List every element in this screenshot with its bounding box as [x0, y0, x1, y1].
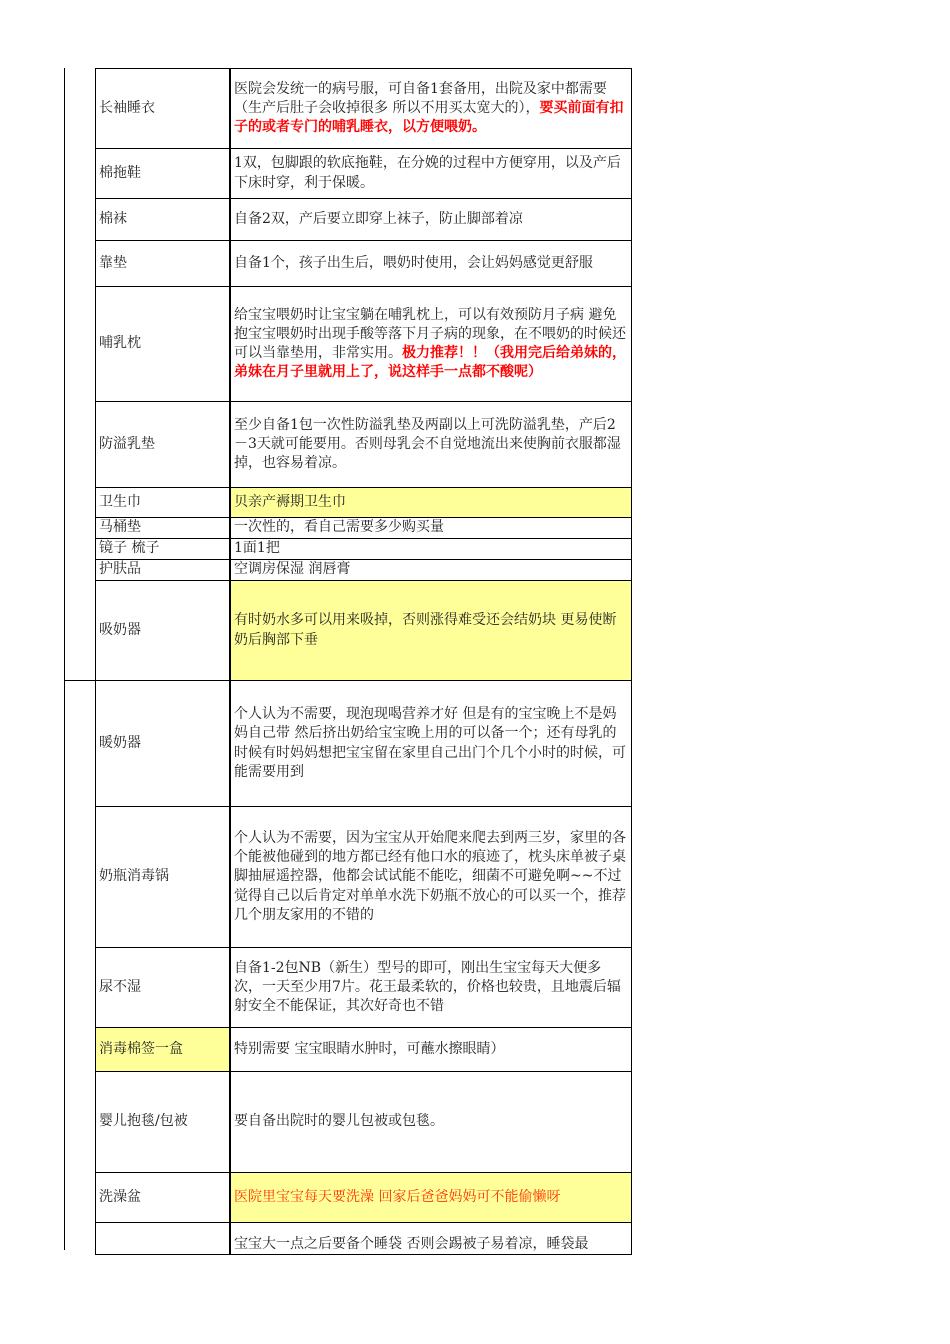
table-row [96, 1173, 632, 1223]
table-row [96, 402, 632, 488]
item-name-cell[interactable]: 镜子 梳子 [96, 539, 231, 560]
table-row [96, 681, 632, 807]
item-desc-cell[interactable]: 至少自备1包一次性防溢乳垫及两副以上可洗防溢乳垫，产后2－3天就可能要用。否则母乳会不自觉地流出来使胸前衣服都湿掉，也容易着凉。 [230, 402, 632, 488]
item-desc-cell[interactable]: 宝宝大一点之后要备个睡袋 否则会踢被子易着凉，睡袋最 [230, 1223, 632, 1255]
item-name-cell[interactable]: 消毒棉签一盒 [96, 1028, 231, 1072]
table-row [96, 560, 632, 581]
item-desc-cell[interactable]: 空调房保湿 润唇膏 [230, 560, 632, 581]
item-name-cell[interactable] [96, 1223, 231, 1255]
item-name-cell[interactable]: 婴儿抱毯/包被 [96, 1072, 231, 1173]
table-row [96, 149, 632, 199]
item-name-cell[interactable]: 暖奶器 [96, 681, 231, 807]
emphasis-text: 极力推荐！！（我用完后给弟妹的，弟妹在月子里就用上了，说这样手一点都不酸呢） [234, 345, 626, 381]
checklist-table [95, 68, 632, 1255]
item-name-cell[interactable]: 靠垫 [96, 241, 231, 287]
item-name-cell[interactable]: 防溢乳垫 [96, 402, 231, 488]
table-row [96, 199, 632, 241]
table-row [96, 581, 632, 681]
item-desc-cell[interactable]: 个人认为不需要，因为宝宝从开始爬来爬去到两三岁，家里的各个能被他碰到的地方都已经有他口水的痕迹了，枕头床单被子桌脚抽屉遥控器，他都会试试能不能吃，细菌不可避免啊~~不过觉得自己以后肯定对单单水洗下奶瓶不放心的可以买一个，推荐几个朋友家用的不错的 [230, 807, 632, 948]
table-row [96, 807, 632, 948]
item-name-cell[interactable]: 棉拖鞋 [96, 149, 231, 199]
table-row [96, 1028, 632, 1072]
table-row [96, 241, 632, 287]
item-desc-cell[interactable] [230, 69, 632, 149]
item-desc-cell[interactable]: 一次性的，看自己需要多少购买量 [230, 518, 632, 539]
table-row [96, 948, 632, 1028]
item-desc-cell[interactable]: 有时奶水多可以用来吸掉，否则涨得难受还会结奶块 更易使断奶后胸部下垂 [230, 581, 632, 681]
item-desc-cell[interactable]: 自备1-2包NB（新生）型号的即可，刚出生宝宝每天大便多次，一天至少用7片。花王最柔软的，价格也较贵，且地震后辐射安全不能保证，其次好奇也不错 [230, 948, 632, 1028]
item-desc-cell[interactable]: 个人认为不需要，现泡现喝营养才好 但是有的宝宝晚上不是妈妈自己带 然后挤出奶给宝宝晚上用的可以备一个；还有母乳的时候有时妈妈想把宝宝留在家里自己出门个几个小时的时候，可能需要用到 [230, 681, 632, 807]
item-name-cell[interactable]: 洗澡盆 [96, 1173, 231, 1223]
emphasis-text: 要买前面有扣子的或者专门的哺乳睡衣，以方便喂奶。 [234, 99, 624, 136]
desc-text: 给宝宝喂奶时让宝宝躺在哺乳枕上，可以有效预防月子病 避免抱宝宝喂奶时出现手酸等落下月子病的现象，在不喂奶的时候还可以当靠垫用，非常实用。 [234, 306, 626, 361]
group-border-left-upper [64, 68, 65, 680]
item-desc-cell[interactable] [230, 287, 632, 402]
item-name-cell[interactable]: 尿不湿 [96, 948, 231, 1028]
table-row [96, 1223, 632, 1255]
item-desc-cell[interactable]: 1双，包脚跟的软底拖鞋，在分娩的过程中方便穿用，以及产后下床时穿，利于保暖。 [230, 149, 632, 199]
item-desc-cell[interactable]: 1面1把 [230, 539, 632, 560]
item-desc-cell[interactable]: 自备2双，产后要立即穿上袜子，防止脚部着凉 [230, 199, 632, 241]
item-name-cell[interactable]: 长袖睡衣 [96, 69, 231, 149]
item-desc-cell[interactable]: 自备1个，孩子出生后，喂奶时使用，会让妈妈感觉更舒服 [230, 241, 632, 287]
item-name-cell[interactable]: 卫生巾 [96, 488, 231, 518]
item-name-cell[interactable]: 吸奶器 [96, 581, 231, 681]
desc-text: 医院会发统一的病号服，可自备1套备用，出院及家中都需要（生产后肚子会收掉很多 所以不用买太宽大的）， [234, 80, 607, 116]
item-name-cell[interactable]: 马桶垫 [96, 518, 231, 539]
group-border-left-lower [64, 680, 65, 1250]
item-desc-cell[interactable]: 医院里宝宝每天要洗澡 回家后爸爸妈妈可不能偷懒呀 [230, 1173, 632, 1223]
table-row [96, 518, 632, 539]
item-desc-cell[interactable]: 要自备出院时的婴儿包被或包毯。 [230, 1072, 632, 1173]
group-separator [64, 680, 95, 681]
item-desc-cell[interactable]: 贝亲产褥期卫生巾 [230, 488, 632, 518]
item-name-cell[interactable]: 哺乳枕 [96, 287, 231, 402]
item-name-cell[interactable]: 奶瓶消毒锅 [96, 807, 231, 948]
table-row [96, 287, 632, 402]
item-name-cell[interactable]: 棉袜 [96, 199, 231, 241]
item-desc-cell[interactable]: 特别需要 宝宝眼睛水肿时，可蘸水擦眼睛） [230, 1028, 632, 1072]
item-name-cell[interactable]: 护肤品 [96, 560, 231, 581]
table-row [96, 1072, 632, 1173]
table-row [96, 488, 632, 518]
table-row [96, 69, 632, 149]
table-row [96, 539, 632, 560]
